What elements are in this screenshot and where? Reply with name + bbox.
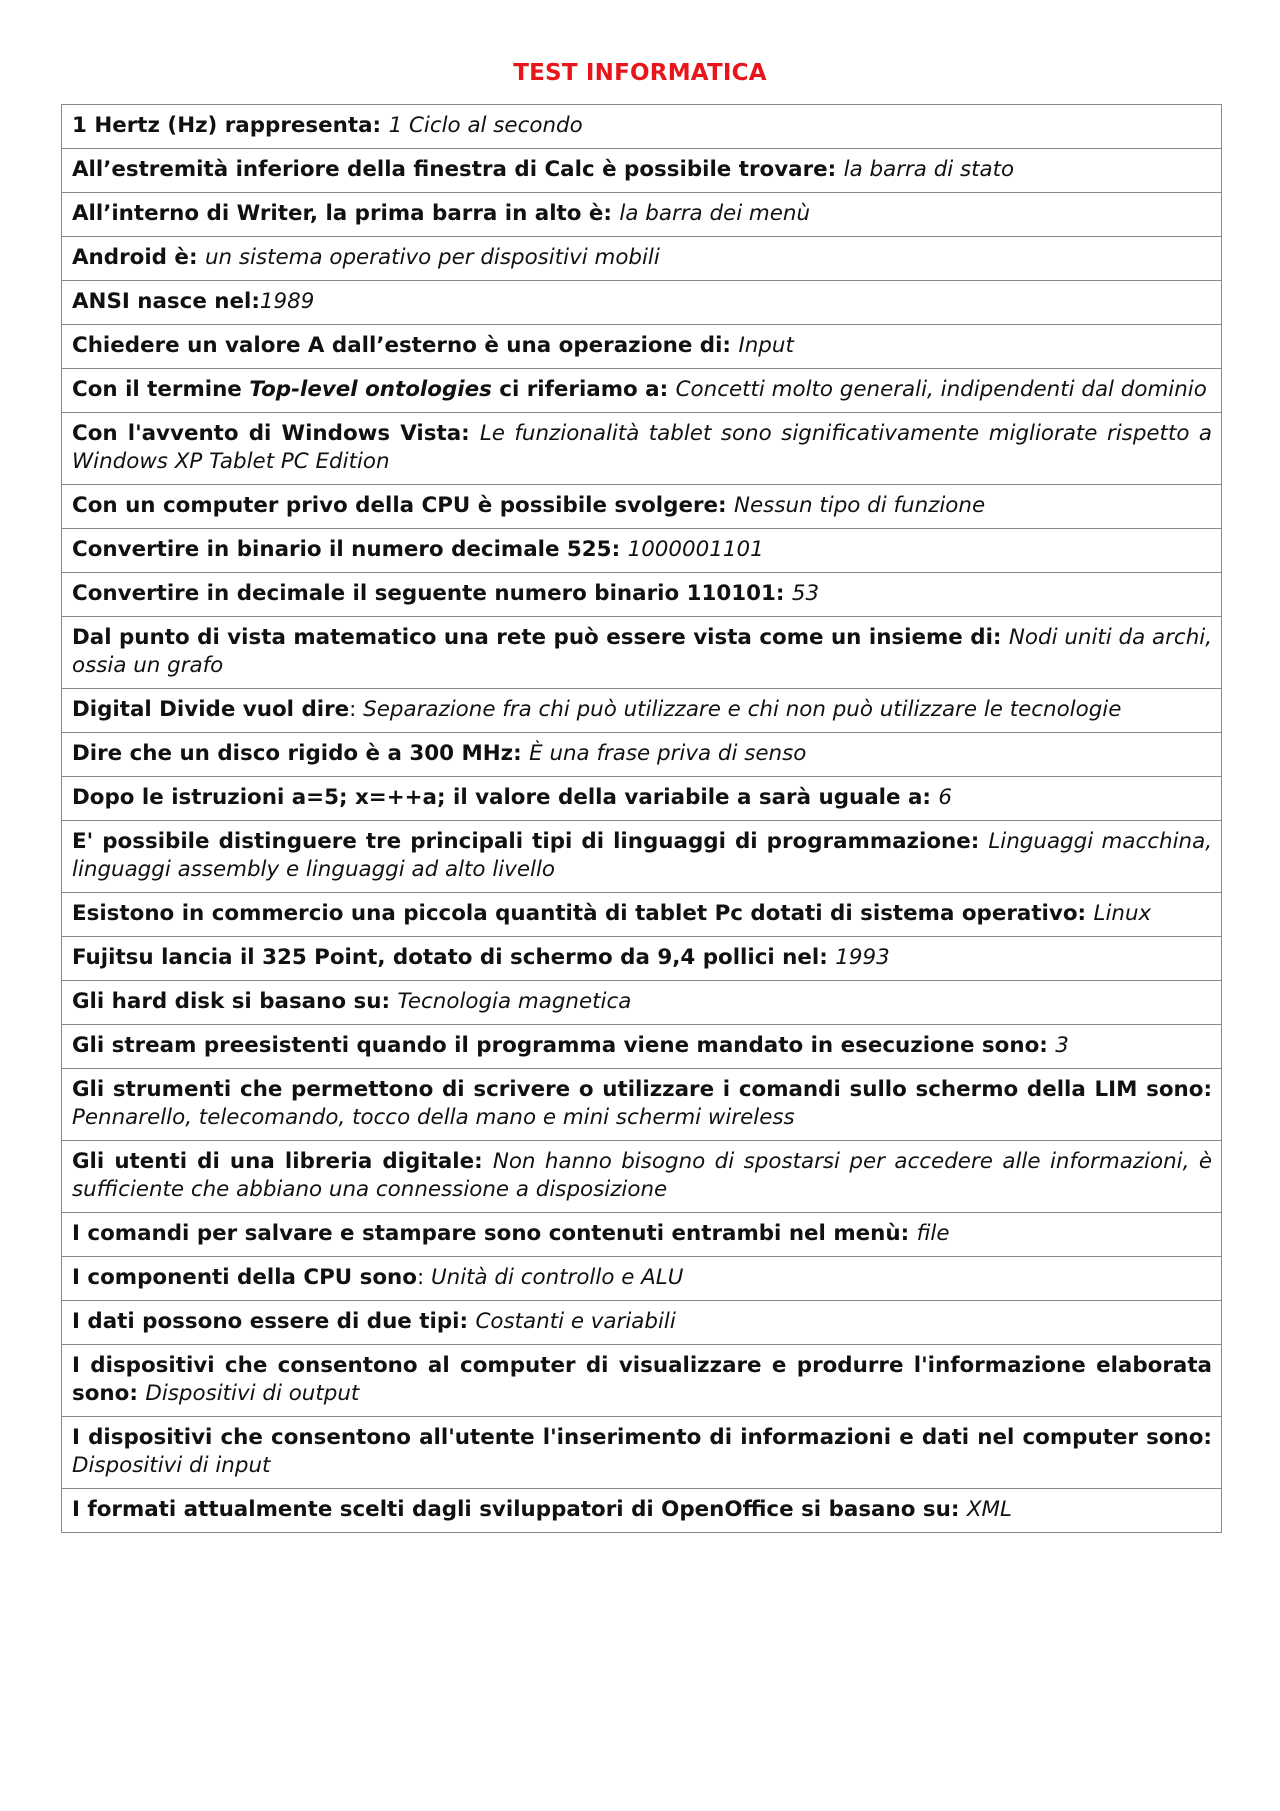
answer-text: XML (966, 1497, 1012, 1522)
qa-row (62, 237, 1222, 281)
qa-row (62, 733, 1222, 777)
qa-cell (62, 413, 1222, 485)
question-text: Gli stream preesistenti quando il programma viene mandato in esecuzione sono: (72, 1033, 1056, 1058)
qa-cell (62, 733, 1222, 777)
qa-cell (62, 617, 1222, 689)
answer-text: Le funzionalità tablet sono significativamente migliorate rispetto a Windows XP Tablet PC Edition (72, 421, 1212, 474)
question-separator: : (349, 697, 364, 722)
answer-text: Costanti e variabili (475, 1309, 676, 1334)
answer-text: Tecnologia magnetica (397, 989, 632, 1014)
qa-cell (62, 529, 1222, 573)
question-term: Top-level ontologies (249, 377, 492, 402)
question-text: I formati attualmente scelti dagli sviluppatori di OpenOffice si basano su: (72, 1497, 967, 1522)
answer-text: 53 (791, 581, 820, 606)
qa-cell (62, 1417, 1222, 1489)
question-text: Fujitsu lancia il 325 Point, dotato di schermo da 9,4 pollici nel: (72, 945, 836, 970)
answer-text: 1993 (835, 945, 890, 970)
question-text: Chiedere un valore A dall’esterno è una operazione di: (72, 333, 739, 358)
question-text: Gli utenti di una libreria digitale: (72, 1149, 493, 1174)
qa-cell (62, 281, 1222, 325)
qa-cell (62, 1257, 1222, 1301)
qa-table (61, 104, 1222, 1533)
qa-cell (62, 1301, 1222, 1345)
question-text: Convertire in decimale il seguente numero binario 110101: (72, 581, 792, 606)
qa-row (62, 617, 1222, 689)
qa-cell (62, 1489, 1222, 1533)
question-text: Dal punto di vista matematico una rete può essere vista come un insieme di: (72, 625, 1009, 650)
qa-row (62, 893, 1222, 937)
qa-row (62, 1301, 1222, 1345)
qa-row (62, 281, 1222, 325)
question-text-cont: ci riferiamo a: (491, 377, 676, 402)
answer-text: Non hanno bisogno di spostarsi per accedere alle informazioni, è sufficiente che abbiano una connessione a disposizione (72, 1149, 1212, 1202)
qa-row (62, 369, 1222, 413)
qa-row (62, 485, 1222, 529)
page-title: TEST INFORMATICA (513, 60, 767, 86)
question-text: All’estremità inferiore della finestra di Calc è possibile trovare: (72, 157, 844, 182)
qa-cell (62, 1025, 1222, 1069)
answer-text: Concetti molto generali, indipendenti dal dominio (675, 377, 1207, 402)
qa-row (62, 1141, 1222, 1213)
answer-text: Nessun tipo di funzione (734, 493, 986, 518)
question-text: Dopo le istruzioni a=5; x=++a; il valore della variabile a sarà uguale a: (72, 785, 939, 810)
answer-text: Dispositivi di input (72, 1453, 271, 1478)
answer-text: 1989 (259, 289, 315, 314)
qa-row (62, 1213, 1222, 1257)
question-text: Esistono in commercio una piccola quantità di tablet Pc dotati di sistema operativo: (72, 901, 1094, 926)
qa-row (62, 1417, 1222, 1489)
qa-row (62, 529, 1222, 573)
question-text: I comandi per salvare e stampare sono contenuti entrambi nel menù: (72, 1221, 917, 1246)
qa-table-body (62, 105, 1222, 1533)
qa-cell (62, 369, 1222, 413)
qa-row (62, 937, 1222, 981)
question-text: I dati possono essere di due tipi: (72, 1309, 476, 1334)
answer-text: Dispositivi di output (145, 1381, 360, 1406)
answer-text: Unità di controllo e ALU (430, 1265, 684, 1290)
answer-text: 1 Ciclo al secondo (388, 113, 583, 138)
qa-cell (62, 981, 1222, 1025)
qa-cell (62, 1345, 1222, 1417)
answer-text: 3 (1055, 1033, 1069, 1058)
qa-row (62, 1069, 1222, 1141)
qa-row (62, 193, 1222, 237)
question-text: Con il termine (72, 377, 250, 402)
qa-cell (62, 1213, 1222, 1257)
qa-cell (62, 893, 1222, 937)
question-text: Gli hard disk si basano su: (72, 989, 398, 1014)
answer-text: 6 (938, 785, 953, 810)
qa-row (62, 1489, 1222, 1533)
question-text: 1 Hertz (Hz) rappresenta: (72, 113, 389, 138)
qa-row (62, 777, 1222, 821)
answer-text: È una frase priva di senso (529, 741, 807, 766)
qa-row (62, 1257, 1222, 1301)
answer-text: 1000001101 (627, 537, 764, 562)
qa-row (62, 981, 1222, 1025)
qa-row (62, 413, 1222, 485)
qa-row (62, 1025, 1222, 1069)
question-text: ANSI nasce nel: (72, 289, 260, 314)
answer-text: Pennarello, telecomando, tocco della mano e mini schermi wireless (72, 1105, 795, 1130)
qa-cell (62, 573, 1222, 617)
answer-text: Linux (1093, 901, 1152, 926)
qa-cell (62, 689, 1222, 733)
answer-text: un sistema operativo per dispositivi mobili (204, 245, 660, 270)
answer-text: Separazione fra chi può utilizzare e chi non può utilizzare le tecnologie (363, 697, 1122, 722)
answer-text: Linguaggi macchina, linguaggi assembly e linguaggi ad alto livello (72, 829, 1212, 882)
question-text: Digital Divide vuol dire (72, 697, 350, 722)
question-text: E' possibile distinguere tre principali tipi di linguaggi di programmazione: (72, 829, 989, 854)
question-text: Dire che un disco rigido è a 300 MHz: (72, 741, 530, 766)
qa-cell (62, 821, 1222, 893)
question-text: Convertire in binario il numero decimale 525: (72, 537, 628, 562)
qa-cell (62, 485, 1222, 529)
qa-cell (62, 325, 1222, 369)
qa-row (62, 105, 1222, 149)
qa-cell (62, 1141, 1222, 1213)
question-text: Android è: (72, 245, 205, 270)
answer-text: Input (738, 333, 794, 358)
answer-text: file (916, 1221, 950, 1246)
question-separator: : (416, 1265, 431, 1290)
question-text: Con l'avvento di Windows Vista: (72, 421, 480, 446)
question-text: I dispositivi che consentono all'utente l'inserimento di informazioni e dati nel computer sono: (72, 1425, 1212, 1450)
question-text: Gli strumenti che permettono di scrivere o utilizzare i comandi sullo schermo della LIM sono: (72, 1077, 1212, 1102)
qa-cell (62, 105, 1222, 149)
question-text: Con un computer privo della CPU è possibile svolgere: (72, 493, 735, 518)
question-text: All’interno di Writer, la prima barra in alto è: (72, 201, 620, 226)
qa-row (62, 821, 1222, 893)
qa-row (62, 689, 1222, 733)
qa-cell (62, 237, 1222, 281)
qa-row (62, 573, 1222, 617)
qa-cell (62, 193, 1222, 237)
answer-text: la barra dei menù (619, 201, 811, 226)
qa-cell (62, 777, 1222, 821)
qa-row (62, 1345, 1222, 1417)
qa-row (62, 325, 1222, 369)
qa-row (62, 149, 1222, 193)
qa-cell (62, 937, 1222, 981)
question-text: I componenti della CPU sono (72, 1265, 417, 1290)
qa-cell (62, 1069, 1222, 1141)
answer-text: la barra di stato (843, 157, 1015, 182)
question-text: I dispositivi che consentono al computer di visualizzare e produrre l'informazione elaborata sono: (72, 1353, 1212, 1406)
qa-cell (62, 149, 1222, 193)
answer-text: Nodi uniti da archi, ossia un grafo (72, 625, 1212, 678)
